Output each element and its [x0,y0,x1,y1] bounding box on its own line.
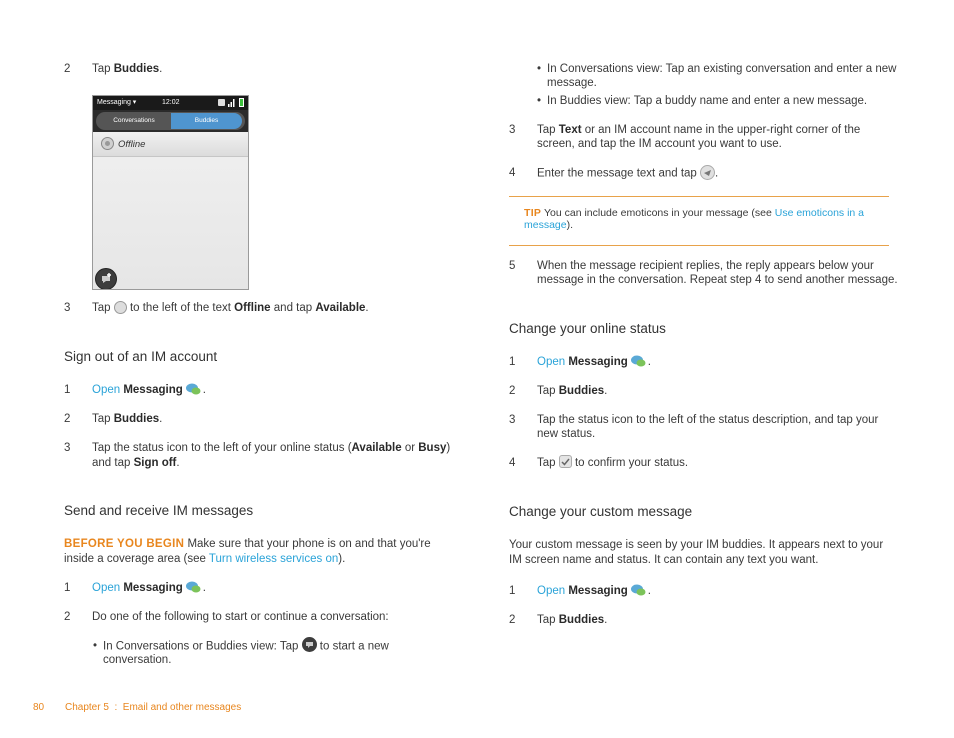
status-row[interactable] [93,132,248,157]
custom-paragraph-line-1: Your custom message is seen by your IM buddies. It appears next to your [509,539,884,551]
emoticons-link-cont[interactable]: message [524,219,567,231]
step-number: 2 [64,413,71,425]
step-text: Tap Buddies. [537,614,608,626]
step-number: 1 [64,582,71,594]
bullet: • [537,95,542,107]
step-number: 2 [509,385,516,397]
status-icon [114,301,127,314]
tip-line-2: message). [524,219,574,231]
open-link[interactable]: Open [92,582,121,594]
custom-paragraph-line-2: IM screen name and status. It can contain any text you want. [509,554,819,566]
bullet: • [93,640,98,652]
step-number: 2 [509,614,516,626]
status-icon[interactable] [101,137,114,150]
bullet: • [537,63,542,75]
step-text: Tap Buddies. [92,413,163,425]
ev-icon [218,99,225,106]
clock: 12:02 [162,99,180,106]
open-link[interactable]: Open [537,356,566,368]
open-link[interactable]: Open [92,384,121,396]
step-number: 4 [509,457,516,469]
step-number: 4 [509,167,516,179]
section-heading-custom-message: Change your custom message [509,504,693,519]
messaging-icon [185,383,201,396]
send-icon [700,165,715,180]
before-line-1: BEFORE YOU BEGIN Make sure that your phone is on and that you're [64,538,431,550]
messaging-icon [185,581,201,594]
messaging-icon [630,355,646,368]
app-menu-label: Messaging ▾ [97,99,137,106]
tab-buddies[interactable]: Buddies [171,113,242,129]
bullet-text-line-2: conversation. [103,654,172,666]
step-text: Tap Buddies. [537,385,608,397]
bullet-text: In Buddies view: Tap a buddy name and enter a new message. [547,95,868,107]
section-heading-sign-out: Sign out of an IM account [64,349,218,364]
new-conversation-icon[interactable] [95,268,117,290]
messaging-icon [630,584,646,597]
new-conversation-icon [302,637,317,652]
step-text: Tap to the left of the text Offline and tap Available. [92,302,369,314]
section-heading-send-receive: Send and receive IM messages [64,503,254,518]
chapter-footer: Chapter 5 : Email and other messages [65,702,242,713]
step-text: Open Messaging . [537,356,651,368]
step-text: Enter the message text and tap . [537,166,718,182]
phone-status-bar [93,96,248,110]
step-text-line-1: Tap Text or an IM account name in the upper-right corner of the [537,124,861,136]
page-number: 80 [33,702,45,713]
bullet-text-line-2: message. [547,77,597,89]
step-text-line-1: Tap the status icon to the left of your online status (Available or Busy) [92,442,451,454]
phone-tab-bar [93,110,248,132]
tip-line-1: TIP You can include emoticons in your message (see Use emoticons in a [524,207,865,219]
step-text-line-2: and tap Sign off. [92,457,180,469]
step-number: 3 [64,302,71,314]
step-text: Tap to confirm your status. [537,457,689,469]
tip-rule-top [509,196,889,197]
tip-rule-bottom [509,245,889,246]
step-number: 3 [509,414,516,426]
step-text: Tap Buddies. [92,63,163,75]
step-number: 2 [64,63,71,75]
step-number: 5 [509,260,516,272]
bullet-text-line-1: In Conversations view: Tap an existing conversation and enter a new [547,63,897,75]
tab-conversations[interactable]: Conversations [113,117,155,124]
phone-screenshot [92,95,249,290]
open-link[interactable]: Open [537,585,566,597]
step-text-line-2: message in the conversation. Repeat step 4 to send another message. [537,274,898,286]
step-text: Open Messaging . [92,384,206,396]
step-number: 3 [509,124,516,136]
checkmark-icon [559,455,572,468]
battery-icon [239,98,244,107]
section-heading-online-status: Change your online status [509,321,666,336]
step-number: 2 [64,611,71,623]
step-text: Open Messaging . [537,585,651,597]
bullet-text-line-1: In Conversations or Buddies view: Tap to start a new [103,639,389,655]
step-text: Open Messaging . [92,582,206,594]
turn-wireless-link[interactable]: Turn wireless services on [208,553,339,565]
step-text-line-2: screen, and tap the IM account you want to use. [537,138,782,150]
step-text-line-1: When the message recipient replies, the reply appears below your [537,260,874,272]
step-number: 1 [509,356,516,368]
step-number: 1 [509,585,516,597]
before-line-2: inside a coverage area (see Turn wireless services on). [64,553,346,565]
step-text-line-2: new status. [537,428,596,440]
status-text: Offline [118,139,146,150]
emoticons-link[interactable]: Use emoticons in a [774,207,865,219]
step-number: 3 [64,442,71,454]
step-text: Do one of the following to start or continue a conversation: [92,611,389,623]
step-text-line-1: Tap the status icon to the left of the status description, and tap your [537,414,879,426]
step-number: 1 [64,384,71,396]
